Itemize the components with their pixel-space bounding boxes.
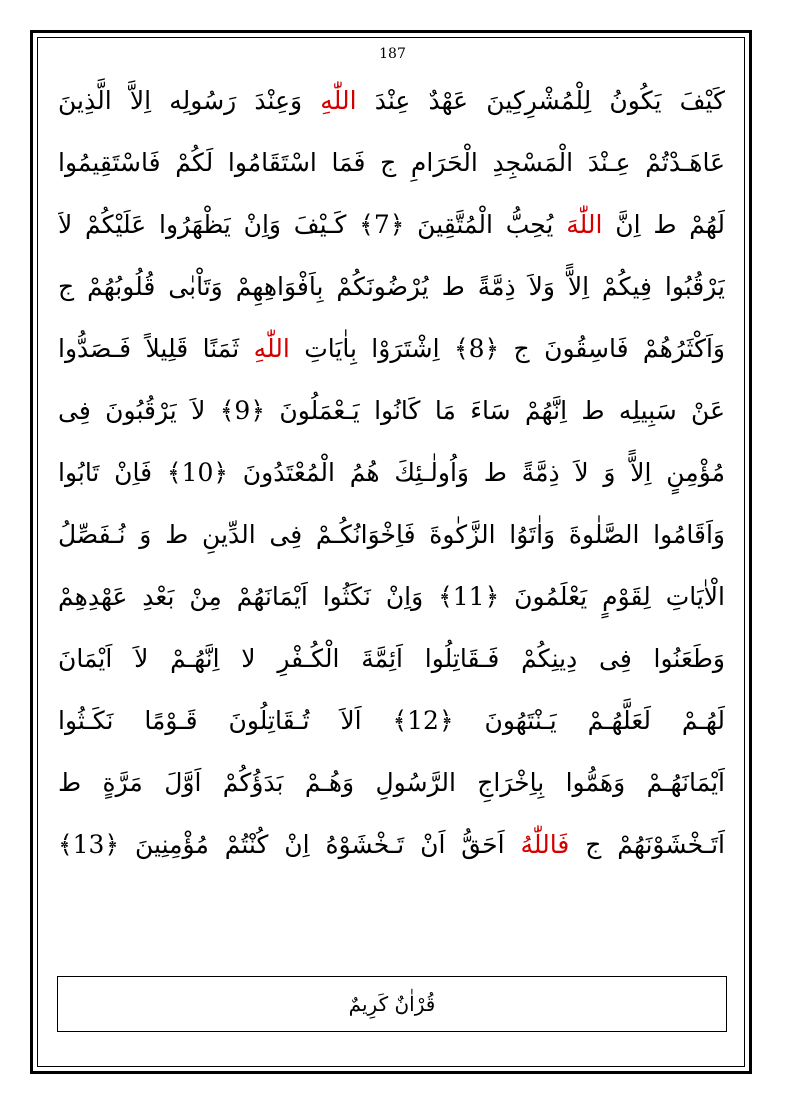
- divine-name-text: اللّٰهِ: [253, 334, 290, 363]
- verse-line: [58, 628, 725, 690]
- verse-block: [58, 70, 725, 876]
- verse-text: وَاَقَامُوا الصَّلٰوةَ وَاٰتَوُا الزَّكٰوةَ فَاِخْوَانُكُـمْ فِى الدِّينِ ط وَ نُـفَصِّلُ: [58, 520, 725, 549]
- verse-text: عَاهَـدْتُمْ عِـنْدَ الْمَسْجِدِ الْحَرَامِ ج فَمَا اسْتَقَامُوا لَكُمْ فَاسْتَقِيمُوا: [58, 148, 725, 177]
- verse-text: وَطَعَنُوا فِى دِينِكُمْ فَـقَاتِلُوا اَئِمَّةَ الْكُـفْرِ لا اِنَّهُـمْ لاَ اَيْمَانَ: [58, 644, 725, 673]
- verse-line: [58, 442, 725, 504]
- verse-text: ثَمَنًا قَلِيلاً فَـصَدُّوا: [58, 334, 240, 363]
- divine-name-text: اللّٰهِ: [320, 86, 357, 115]
- verse-text: عَنْ سَبِيلِه ط اِنَّهُمْ سَاءَ مَا كَانُوا يَـعْمَلُونَ ﴿9﴾ لاَ يَرْقُبُونَ فِى: [58, 396, 725, 425]
- verse-line: [58, 318, 725, 380]
- verse-text: لَهُـمْ لَعَلَّهُـمْ يَـنْتَهُونَ ﴿12﴾ اَلاَ تُـقَاتِلُونَ قَـوْمًا نَكَـثُوا: [58, 706, 725, 735]
- divine-name-text: فَاللّٰهُ: [520, 830, 570, 859]
- verse-line: [58, 566, 725, 628]
- verse-text: اَحَقُّ اَنْ تَـخْشَوْهُ اِنْ كُنْتُمْ مُؤْمِنِينَ ﴿13﴾: [58, 830, 505, 859]
- footer-title: قُرْاٰنٌ كَرِيمٌ: [348, 992, 436, 1016]
- verse-line: [58, 752, 725, 814]
- verse-text: كَيْفَ يَكُونُ لِلْمُشْرِكِينَ عَهْدٌ عِنْدَ: [374, 86, 725, 115]
- verse-text: لَهُمْ ط اِنَّ: [615, 210, 725, 239]
- verse-line: [58, 194, 725, 256]
- verse-line: [58, 504, 725, 566]
- verse-line: [58, 132, 725, 194]
- verse-line: [58, 256, 725, 318]
- footer-title-box: [57, 976, 727, 1032]
- verse-line: [58, 814, 725, 876]
- verse-text: وَاَكْثَرُهُمْ فَاسِقُونَ ج ﴿8﴾ اِشْتَرَوْا بِاٰيَاتِ: [304, 334, 725, 363]
- verse-text: يَرْقُبُوا فِيكُمْ اِلاًّ وَلاَ ذِمَّةً ط يُرْضُونَكُمْ بِاَفْوَاهِهِمْ وَتَاْبٰى قُلُوبُهُمْ ج: [58, 272, 725, 301]
- page-number: 187: [379, 46, 406, 62]
- verse-text: اَتَـخْشَوْنَهُمْ ج: [585, 830, 725, 859]
- verse-text: الْاٰيَاتِ لِقَوْمٍ يَعْلَمُونَ ﴿11﴾ وَاِنْ نَكَثُوا اَيْمَانَهُمْ مِنْ بَعْدِ عَهْدِهِمْ: [58, 582, 725, 611]
- divine-name-text: اللّٰهَ: [566, 210, 603, 239]
- verse-text: وَعِنْدَ رَسُولِه اِلاَّ الَّذِينَ: [58, 86, 303, 115]
- verse-line: [58, 70, 725, 132]
- verse-line: [58, 380, 725, 442]
- verse-text: مُؤْمِنٍ اِلاًّ وَ لاَ ذِمَّةً ط وَاُولٰـئِكَ هُمُ الْمُعْتَدُونَ ﴿10﴾ فَاِنْ تَابُوا: [58, 458, 725, 487]
- verse-text: يُحِبُّ الْمُتَّقِينَ ﴿7﴾ كَـيْفَ وَاِنْ يَظْهَرُوا عَلَيْكُمْ لاَ: [58, 210, 554, 239]
- verse-text: اَيْمَانَهُـمْ وَهَمُّوا بِاِخْرَاجِ الرَّسُولِ وَهُـمْ بَدَؤُكُمْ اَوَّلَ مَرَّةٍ ط: [58, 768, 725, 797]
- verse-line: [58, 690, 725, 752]
